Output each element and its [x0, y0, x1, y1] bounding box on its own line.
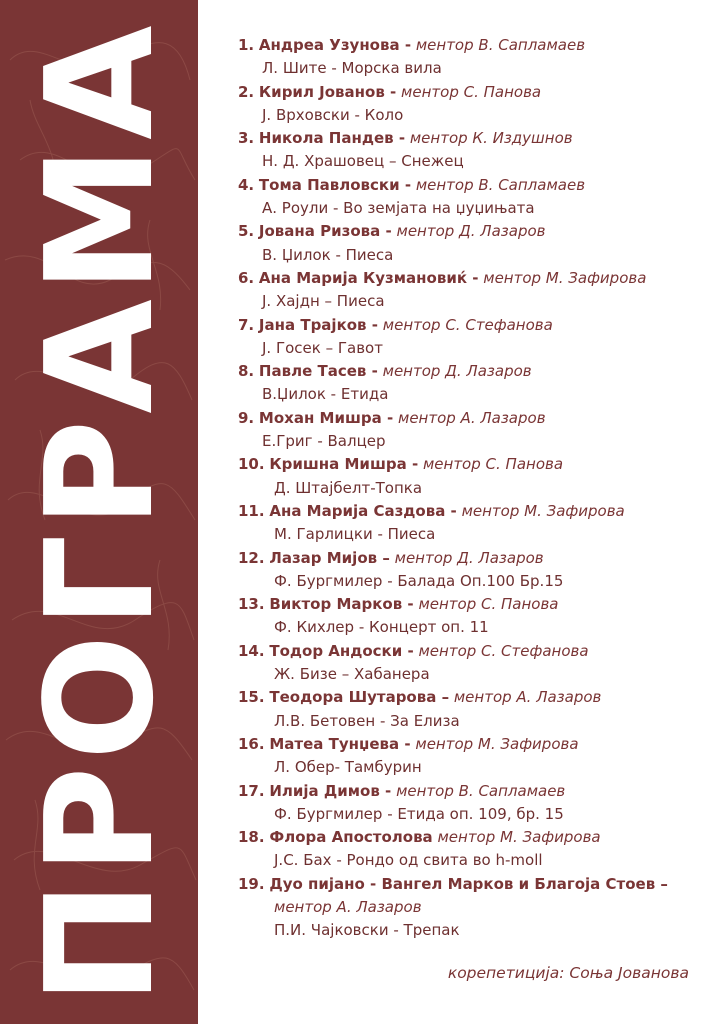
- performer-name: Мохан Мишра -: [258, 408, 394, 427]
- performer-name: Никола Пандев -: [258, 129, 406, 148]
- performer-line: [238, 453, 708, 476]
- performer-name: Флора Апостолова: [269, 828, 433, 847]
- piece-title: Д. Штајбелт-Топка: [274, 478, 423, 497]
- piece-title: В.Џилок - Етида: [262, 385, 389, 404]
- piece-title: Ф. Бургмилер - Етида оп. 109, бр. 15: [274, 804, 564, 823]
- performer-name: Теодора Шутарова –: [269, 688, 450, 707]
- performer-name: Дуо пијано - Вангел Марков и Благоја Стоев –: [269, 874, 668, 893]
- piece-title: Ф. Кихлер - Концерт оп. 11: [274, 618, 489, 637]
- piece-title: Е.Григ - Валцер: [262, 432, 386, 451]
- performer-line: [238, 34, 708, 57]
- mentor-name: ментор В. Сапламаев: [415, 36, 586, 54]
- piece-title: Ј. Хајдн – Пиеса: [262, 292, 385, 311]
- mentor-name: ментор А. Лазаров: [274, 897, 422, 916]
- performer-name: Матеа Тунџева -: [269, 734, 411, 753]
- item-number: 7.: [238, 315, 255, 334]
- piece-title: Л. Шите - Морска вила: [262, 59, 442, 78]
- item-number: 14.: [238, 641, 265, 660]
- accompanist-credit: корепетиција: Соња Јованова: [447, 964, 689, 982]
- item-number: 1.: [238, 36, 255, 54]
- performer-line: [238, 686, 708, 709]
- program-item: [238, 500, 708, 547]
- item-number: 17.: [238, 781, 265, 800]
- performer-name: Кришна Мишра -: [269, 455, 419, 474]
- item-number: 9.: [238, 408, 255, 427]
- title-sidebar: [0, 0, 198, 1024]
- performer-name: Илија Димов -: [269, 781, 392, 800]
- mentor-name: ментор К. Издушнов: [409, 129, 573, 148]
- mentor-name: ментор В. Сапламаев: [396, 781, 566, 800]
- piece-title: Ж. Бизе – Хабанера: [274, 665, 430, 684]
- item-number: 18.: [238, 828, 265, 847]
- page-title: ПРОГРАМА: [14, 19, 186, 1005]
- mentor-name: ментор С. Панова: [401, 82, 542, 101]
- program-item: [238, 360, 708, 407]
- item-number: 12.: [238, 548, 265, 567]
- performer-name: Лазар Мијов –: [269, 548, 390, 567]
- item-number: 11.: [238, 501, 265, 520]
- program-item: [238, 780, 708, 827]
- program-item: [238, 127, 708, 174]
- performer-line: [238, 407, 708, 430]
- item-number: 5.: [238, 222, 255, 241]
- piece-title: А. Роули - Во земјата на џуџињата: [262, 199, 535, 218]
- performer-name: Кирил Јованов -: [258, 82, 397, 101]
- piece-title: Н. Д. Храшовец – Снежец: [262, 152, 464, 171]
- mentor-name: ментор А. Лазаров: [398, 408, 546, 427]
- performer-line: [238, 267, 708, 290]
- performer-name: Виктор Марков -: [269, 595, 414, 614]
- mentor-name: ментор М. Зафирова: [461, 501, 625, 520]
- program-item: [238, 34, 708, 81]
- program-item: [238, 267, 708, 314]
- piece-title: В. Џилок - Пиеса: [262, 245, 394, 264]
- program-item-duo: [238, 873, 708, 943]
- performer-line: [238, 593, 708, 616]
- program-item: [238, 733, 708, 780]
- performer-name: Ана Марија Саздова -: [269, 501, 457, 520]
- item-number: 3.: [238, 129, 255, 148]
- mentor-name: ментор С. Стефанова: [382, 315, 553, 334]
- program-item: [238, 174, 708, 221]
- item-number: 15.: [238, 688, 265, 707]
- program-item: [238, 220, 708, 267]
- mentor-name: ментор М. Зафирова: [415, 734, 579, 753]
- item-number: 10.: [238, 455, 265, 474]
- program-item: [238, 314, 708, 361]
- performer-line: [238, 81, 708, 104]
- performer-line: [238, 220, 708, 243]
- piece-title: Ф. Бургмилер - Балада Оп.100 Бр.15: [274, 571, 564, 590]
- piece-title: Л.В. Бетовен - За Елиза: [274, 711, 460, 730]
- performer-line: [238, 780, 708, 803]
- performer-line: [238, 500, 708, 523]
- performer-name: Јана Трајков -: [258, 315, 378, 334]
- mentor-name: ментор Д. Лазаров: [394, 548, 544, 567]
- mentor-name: ментор М. Зафирова: [437, 828, 601, 847]
- mentor-name: ментор В. Сапламаев: [415, 175, 586, 194]
- program-item: [238, 407, 708, 454]
- performer-line: [238, 314, 708, 337]
- program-item: [238, 826, 708, 873]
- performer-name: Јована Ризова -: [258, 222, 392, 241]
- piece-title: П.И. Чајковски - Трепак: [274, 921, 460, 940]
- performer-line: [238, 640, 708, 663]
- mentor-name: ментор С. Панова: [422, 455, 564, 474]
- item-number: 4.: [238, 175, 255, 194]
- program-item: [238, 453, 708, 500]
- performer-name: Ана Марија Кузмановиќ -: [258, 268, 479, 287]
- program-item: [238, 81, 708, 128]
- performer-line: [238, 547, 708, 570]
- item-number: 6.: [238, 268, 255, 287]
- piece-title: Ј. Госек – Гавот: [262, 338, 383, 357]
- performer-line: [238, 826, 708, 849]
- performer-line: [238, 733, 708, 756]
- mentor-name: ментор С. Стефанова: [418, 641, 589, 660]
- performer-line: [238, 127, 708, 150]
- mentor-name: ментор А. Лазаров: [453, 688, 602, 707]
- program-list: [238, 34, 708, 943]
- mentor-name: ментор Д. Лазаров: [382, 362, 532, 381]
- item-number: 16.: [238, 734, 265, 753]
- performer-name: Павле Тасев -: [258, 362, 378, 381]
- program-item: [238, 640, 708, 687]
- item-number: 2.: [238, 82, 255, 101]
- mentor-name: ментор С. Панова: [418, 595, 559, 614]
- mentor-name: ментор М. Зафирова: [483, 268, 647, 287]
- program-item: [238, 547, 708, 594]
- piece-title: Ј. Врховски - Коло: [262, 105, 404, 124]
- performer-line: [238, 873, 708, 896]
- piece-title: М. Гарлицки - Пиеса: [274, 525, 436, 544]
- performer-name: Андреа Узунова -: [258, 36, 412, 54]
- item-number: 19.: [238, 874, 265, 893]
- item-number: 8.: [238, 362, 255, 381]
- item-number: 13.: [238, 595, 265, 614]
- piece-title: Л. Обер- Тамбурин: [274, 758, 422, 777]
- performer-name: Тома Павловски -: [258, 175, 412, 194]
- performer-line: [238, 360, 708, 383]
- piece-title: Ј.С. Бах - Рондо од свита во h-moll: [274, 851, 543, 870]
- mentor-name: ментор Д. Лазаров: [396, 222, 546, 241]
- performer-name: Тодор Андоски -: [269, 641, 414, 660]
- performer-line: [238, 174, 708, 197]
- program-item: [238, 593, 708, 640]
- program-item: [238, 686, 708, 733]
